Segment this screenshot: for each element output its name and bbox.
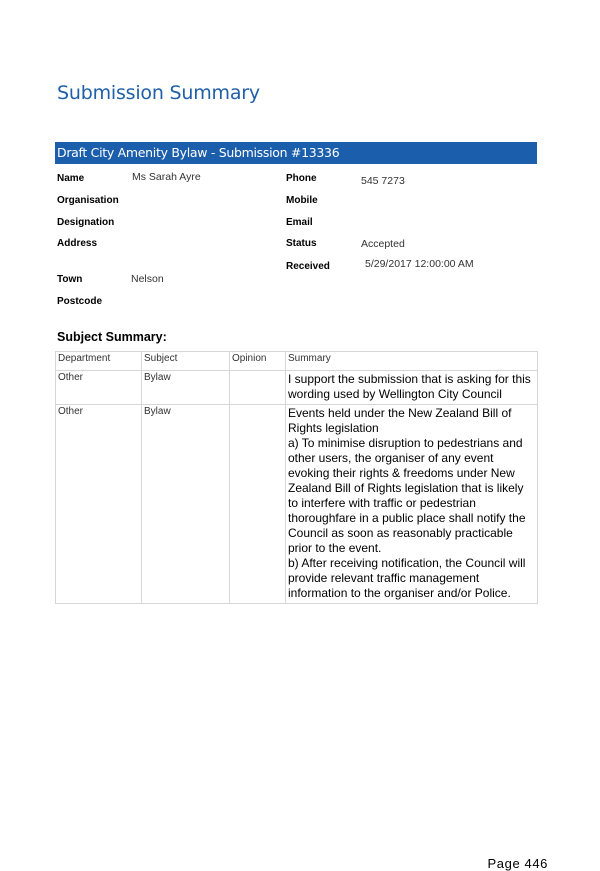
page-number: Page 446 [487, 856, 548, 871]
phone-label: Phone [286, 173, 317, 184]
column-header-opinion: Opinion [230, 352, 286, 371]
mobile-label: Mobile [286, 195, 318, 206]
column-header-department: Department [56, 352, 142, 371]
organisation-label: Organisation [57, 195, 119, 206]
row-department: Other [56, 371, 142, 405]
status-label: Status [286, 238, 317, 249]
phone-value: 545 7273 [361, 175, 405, 187]
email-label: Email [286, 217, 313, 228]
name-value: Ms Sarah Ayre [132, 171, 201, 183]
table-row [56, 371, 538, 405]
subject-summary-heading: Subject Summary: [57, 330, 167, 344]
received-label: Received [286, 261, 330, 272]
subject-summary-table [55, 351, 538, 604]
row-opinion [230, 371, 286, 405]
row-department: Other [56, 405, 142, 604]
table-row [56, 405, 538, 604]
submission-banner: Draft City Amenity Bylaw - Submission #13336 [55, 142, 537, 164]
row-summary: Events held under the New Zealand Bill of Rights legislation a) To minimise disruption to pedestrians and other users, the organiser of any event evoking their rights & freedoms under New Zealand Bill of Rights legislation that is likely to interfere with traffic or pedestrian thoroughfare in a public place shall notify the Council as soon as reasonably practicable prior to the event. b) After receiving notification, the Council will provide relevant traffic management information to the organiser and/or Police. [286, 405, 538, 604]
column-header-summary: Summary [286, 352, 538, 371]
status-value: Accepted [361, 238, 405, 250]
page-title: Submission Summary [57, 82, 260, 104]
town-label: Town [57, 274, 83, 285]
postcode-label: Postcode [57, 296, 103, 307]
row-subject: Bylaw [142, 405, 230, 604]
designation-label: Designation [57, 217, 115, 228]
row-opinion [230, 405, 286, 604]
address-label: Address [57, 238, 98, 249]
name-label: Name [57, 173, 85, 184]
town-value: Nelson [131, 273, 164, 285]
received-value: 5/29/2017 12:00:00 AM [365, 258, 474, 270]
table-header-row [56, 352, 538, 371]
row-subject: Bylaw [142, 371, 230, 405]
row-summary: I support the submission that is asking for this wording used by Wellington City Council [286, 371, 538, 405]
column-header-subject: Subject [142, 352, 230, 371]
